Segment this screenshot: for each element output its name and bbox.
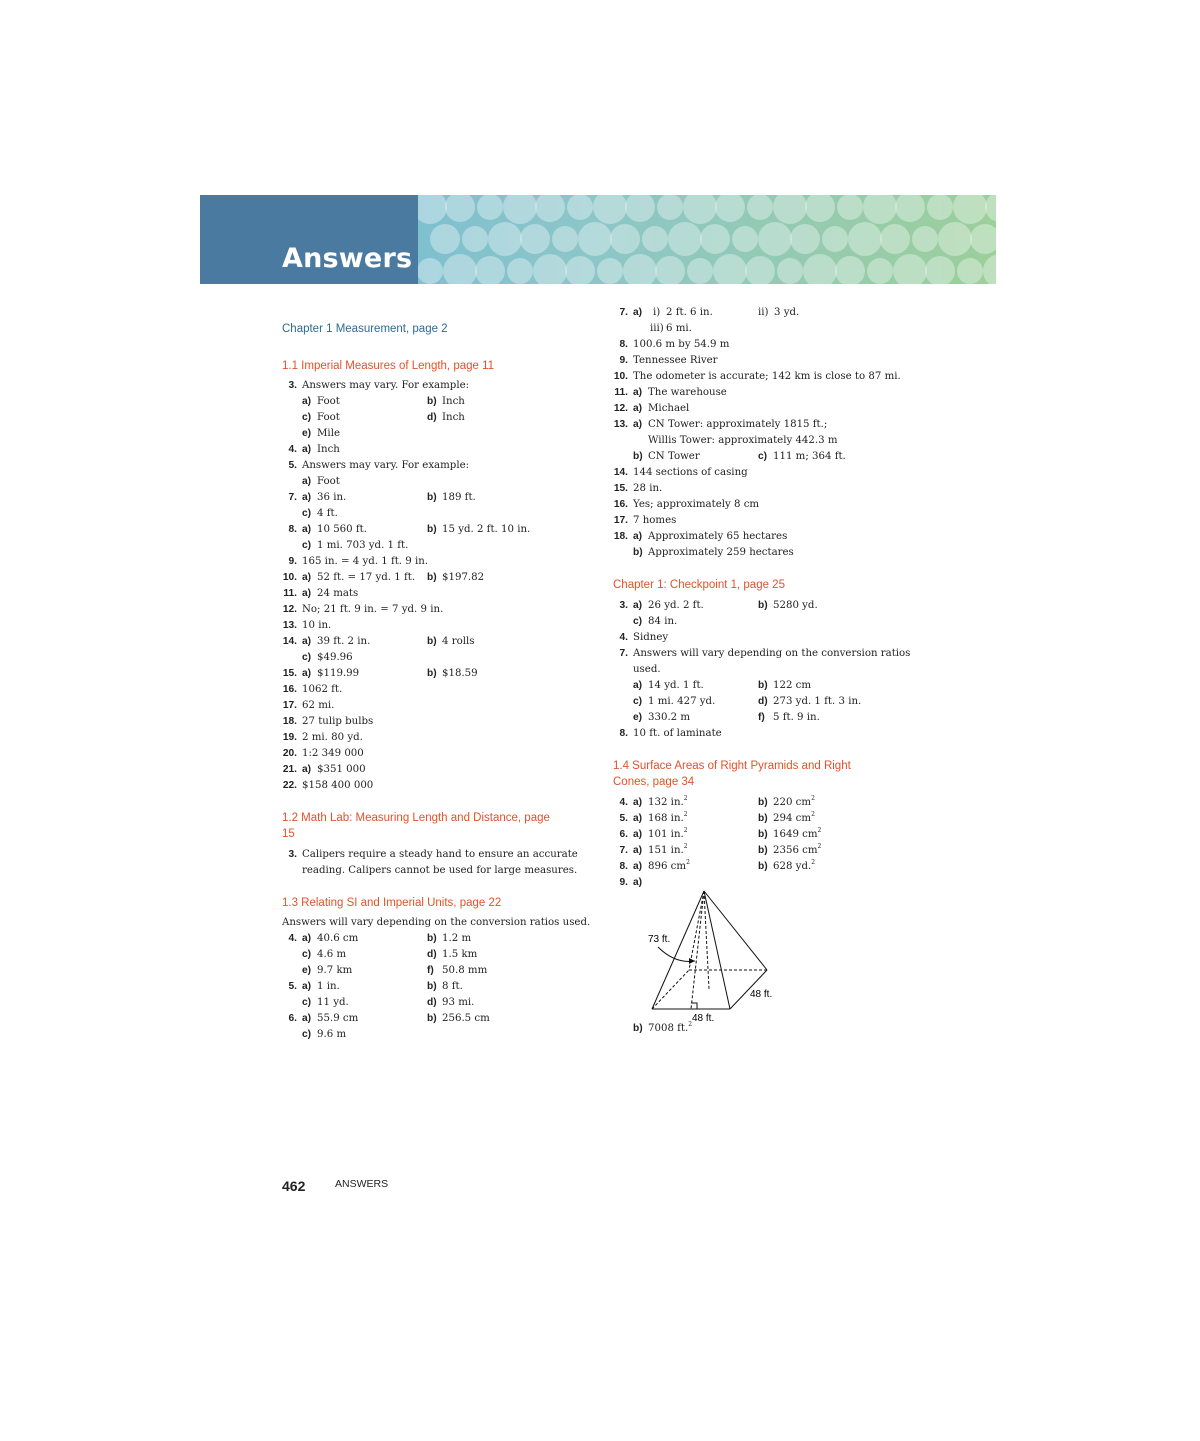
banner-dot [758,222,792,256]
banner-dot [657,195,683,220]
answer-row: 16. Yes; approximately 8 cm [613,499,760,510]
answer-row: 15. a) $119.99 b) $18.59 [282,668,478,679]
answer-row: 19. 2 mi. 80 yd. [282,732,363,743]
banner-dot [417,258,443,284]
answer-row: used. [633,664,661,675]
banner-dot [880,224,910,254]
answer-row: 3. Answers may vary. For example: [288,380,470,391]
answer-row: c) Foot d) Inch [302,412,465,423]
base-length-label: 48 ft. [692,1013,715,1024]
answer-row: 13. 10 in. [282,620,332,631]
section-heading-checkpoint-1: Chapter 1: Checkpoint 1, page 25 [613,579,785,591]
answer-row: 11. a) The warehouse [614,387,727,398]
answer-row: 9. a) [619,877,643,888]
banner-dot [597,258,623,284]
answer-row: 7. a) 36 in. b) 189 ft. [288,492,476,503]
answer-row: a) Foot [302,476,340,487]
answer-row: 20. 1:2 349 000 [282,748,364,759]
answer-row: e) 9.7 km f) 50.8 mm [302,965,488,976]
arrow-head [689,958,695,964]
answer-row: c) 1 mi. 427 yd. d) 273 yd. 1 ft. 3 in. [633,696,862,707]
chapter-heading: Chapter 1 Measurement, page 2 [282,323,448,335]
section-heading-1-2: 1.2 Math Lab: Measuring Length and Distance, page [282,812,550,824]
answer-row: 12. No; 21 ft. 9 in. = 7 yd. 9 in. [282,604,444,615]
pyramid-height [704,891,709,989]
banner-dot [520,224,550,254]
answer-row: 8. a) 10 560 ft. b) 15 yd. 2 ft. 10 in. [288,524,531,535]
answer-row: 7. a) i) 2 ft. 6 in. ii) 3 yd. [619,307,800,318]
answer-row: 17. 7 homes [613,515,677,526]
banner-dot [912,226,938,252]
answer-row: 14. 144 sections of casing [613,467,748,478]
banner-dot [507,258,533,284]
answer-row: 9. 165 in. = 4 yd. 1 ft. 9 in. [288,556,429,567]
banner-dot [610,224,640,254]
right-angle-mark [691,1003,697,1009]
answer-row: Willis Tower: approximately 442.3 m [648,435,838,446]
answer-row: 12. a) Michael [613,403,690,414]
answer-row: 7. Answers will vary depending on the conversion ratios [619,648,911,659]
side-length-label: 48 ft. [750,989,773,1000]
answer-row: c) $49.96 [302,652,353,663]
banner-dot [462,226,488,252]
banner-dot [668,222,702,256]
banner-dot [642,226,668,252]
banner-dot [477,195,503,220]
left-column [282,321,591,1043]
answer-row: 14. a) 39 ft. 2 in. b) 4 rolls [282,636,475,647]
pyramid-base-left [652,970,689,1009]
slant-height-label: 73 ft. [648,934,671,945]
banner-title: Answers [282,243,413,274]
pyramid-edge-front-right [704,891,730,1009]
answer-row: 4. a) 132 in.$^2$ b) 220 $cm^2$ [619,795,815,808]
answer-row: 5. Answers may vary. For example: [288,460,470,471]
banner-dot [732,226,758,252]
banner-dot [848,222,882,256]
answer-row: 21. a) $351 000 [282,764,366,775]
answer-row: c) 4.6 m d) 1.5 km [302,949,478,960]
answers-banner [200,195,996,284]
banner-dot [747,195,773,220]
banner-dot [837,195,863,220]
answer-row: Answers will vary depending on the conversion ratios used. [282,917,591,928]
pyramid-edge-front-left [652,891,704,1009]
answer-row: 6. a) 101 in.$^2$ b) 1649 $cm^2$ [619,827,822,840]
answer-row: 5. a) 1 in. b) 8 ft. [288,981,463,992]
answer-row: 13. a) CN Tower: approximately 1815 ft.; [613,419,828,430]
answer-row: 5. a) 168 in.$^2$ b) 294 $cm^2$ [619,811,815,824]
answer-row: b) 7008 ft.$^2$ [633,1021,693,1034]
answer-row: e) Mile [302,428,340,439]
answer-row: 15. 28 in. [613,483,663,494]
footer-label: ANSWERS [335,1178,389,1190]
answer-row: 18. 27 tulip bulbs [282,716,374,727]
section-heading-1-3: 1.3 Relating SI and Imperial Units, page 22 [282,897,502,909]
banner-dot [700,224,730,254]
answer-row: b) Approximately 259 hectares [633,547,794,558]
banner-dot [567,195,593,220]
answer-row: 8. 10 ft. of laminate [619,728,722,739]
page-number: 462 [282,1178,306,1194]
square-pyramid-figure [640,885,790,1025]
answer-row: 8. 100.6 m by 54.9 m [619,339,730,350]
answer-row: 16. 1062 ft. [282,684,343,695]
section-heading-1-1: 1.1 Imperial Measures of Length, page 11 [282,360,495,372]
banner-dot [687,258,713,284]
answer-row: c) 11 yd. d) 93 mi. [302,997,475,1008]
banner-dot [552,226,578,252]
answer-row: 10. a) 52 ft. = 17 yd. 1 ft. b) $197.82 [282,572,485,583]
page-footer [282,1176,389,1195]
answer-row: 4. Sidney [619,632,669,643]
answer-row: 18. a) Approximately 65 hectares [613,531,788,542]
banner-dot [822,226,848,252]
answer-row: iii) 6 mi. [650,323,692,334]
banner-dot [927,195,953,220]
answer-row: a) Foot b) Inch [302,396,465,407]
banner-dot [777,258,803,284]
answer-row: 3. Calipers require a steady hand to ensure an accurate [288,849,578,860]
banner-dot [790,224,820,254]
answer-row: 4. a) Inch [288,444,340,455]
answer-row: c) 84 in. [633,616,678,627]
answer-row: 3. a) 26 yd. 2 ft. b) 5280 yd. [619,600,818,611]
answer-row: a) 14 yd. 1 ft. b) 122 cm [633,680,812,691]
answer-row: c) 1 mi. 703 yd. 1 ft. [302,540,409,551]
answer-row: 22. $158 400 000 [282,780,374,791]
answer-row: c) 4 ft. [302,508,338,519]
pyramid-edge-back-right [704,891,767,970]
answer-row: 10. The odometer is accurate; 142 km is close to 87 mi. [613,371,901,382]
banner-dot [578,222,612,256]
answer-row: 6. a) 55.9 cm b) 256.5 cm [288,1013,490,1024]
answer-row: c) 9.6 m [302,1029,347,1040]
banner-dot [867,258,893,284]
answer-row: 8. a) 896 $cm^2$ b) 628 yd.$^2$ [619,859,816,872]
answer-row: reading. Calipers cannot be used for large measures. [302,865,578,876]
answer-row: 7. a) 151 in.$^2$ b) 2356 $cm^2$ [619,843,822,856]
answer-row: e) 330.2 m f) 5 ft. 9 in. [633,712,820,723]
section-heading-1-4-page: Cones, page 34 [613,776,695,788]
banner-dot [488,222,522,256]
banner-dot [957,258,983,284]
banner-dot [430,224,460,254]
answer-row: 17. 62 mi. [282,700,335,711]
answer-row: b) CN Tower c) 111 m; 364 ft. [633,451,846,462]
answer-row: 9. Tennessee River [619,355,718,366]
answer-row: 11. a) 24 mats [283,588,359,599]
section-heading-1-4: 1.4 Surface Areas of Right Pyramids and Right [613,760,851,772]
banner-dot [938,222,972,256]
answer-row: 4. a) 40.6 cm b) 1.2 m [288,933,472,944]
section-heading-1-2-page: 15 [282,828,295,840]
